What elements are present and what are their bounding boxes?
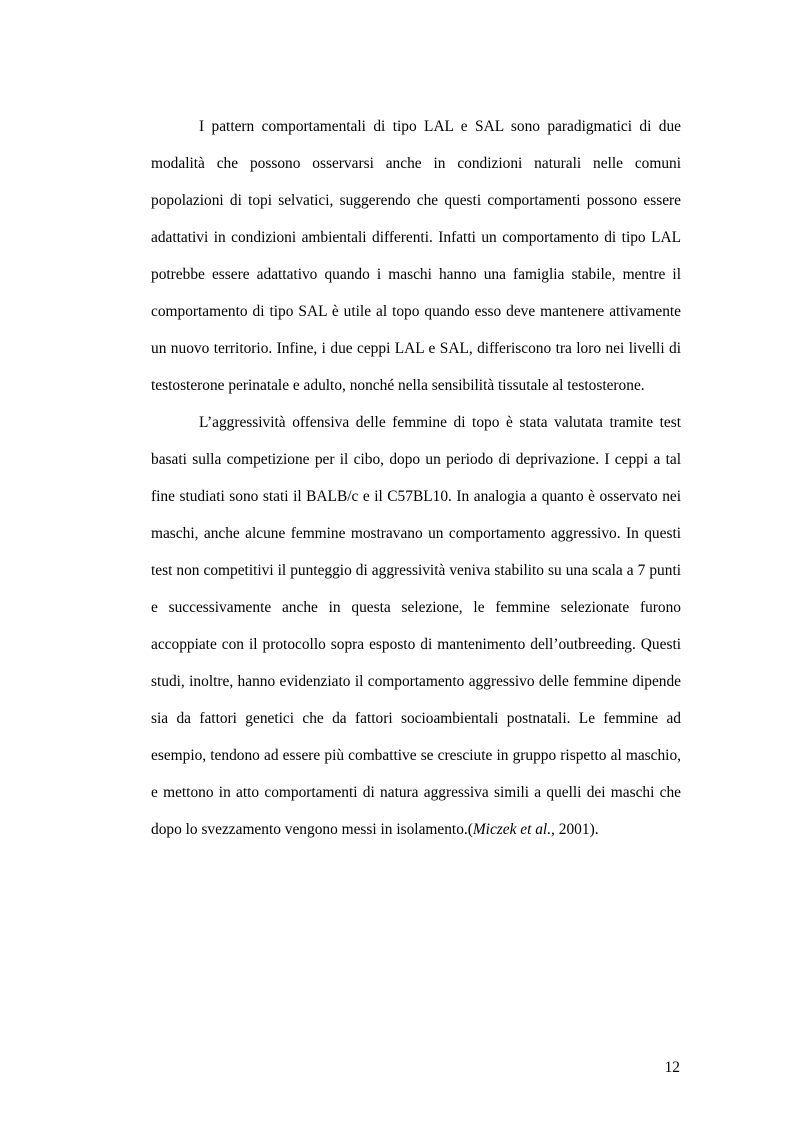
page-number: 12 [664, 1059, 680, 1076]
paragraph-female-aggression-text: L’aggressività offensiva delle femmine di topo è stata valutata tramite test basati sulla competizione per il cibo, dopo un periodo di deprivazione. I ceppi a tal fine studiati sono stati il BALB/c e il C57BL10. In analogia a quanto è osservato nei maschi, anche alcune femmine mostravano un comportamento aggressivo. In questi test non competitivi il punteggio di aggressività veniva stabilito su una scala a 7 punti e successivamente anche in questa selezione, le femmine selezionate furono accoppiate con il protocollo sopra esposto di mantenimento dell’outbreeding. Questi studi, inoltre, hanno evidenziato il comportamento aggressivo delle femmine dipende sia da fattori genetici che da fattori socioambientali postnatali. Le femmine ad esempio, tendono ad essere più combattive se cresciute in gruppo rispetto al maschio, e mettono in atto comportamenti di natura aggressiva simili a quelli dei maschi che dopo lo svezzamento vengono messi in isolamento.( [151, 414, 681, 838]
paragraph-lal-sal: I pattern comportamentali di tipo LAL e SAL sono paradigmatici di due modalità che possono osservarsi anche in condizioni naturali nelle comuni popolazioni di topi selvatici, suggerendo che questi comportamenti possono essere adattativi in condizioni ambientali differenti. Infatti un comportamento di tipo LAL potrebbe essere adattativo quando i maschi hanno una famiglia stabile, mentre il comportamento di tipo SAL è utile al topo quando esso deve mantenere attivamente un nuovo territorio. Infine, i due ceppi LAL e SAL, differiscono tra loro nei livelli di testosterone perinatale e adulto, nonché nella sensibilità tissutale al testosterone. [151, 118, 681, 394]
paragraph-female-aggression [151, 404, 681, 848]
citation-authors: Miczek et al., [472, 821, 555, 838]
body-text [151, 108, 681, 848]
citation-year: 2001). [558, 821, 599, 838]
